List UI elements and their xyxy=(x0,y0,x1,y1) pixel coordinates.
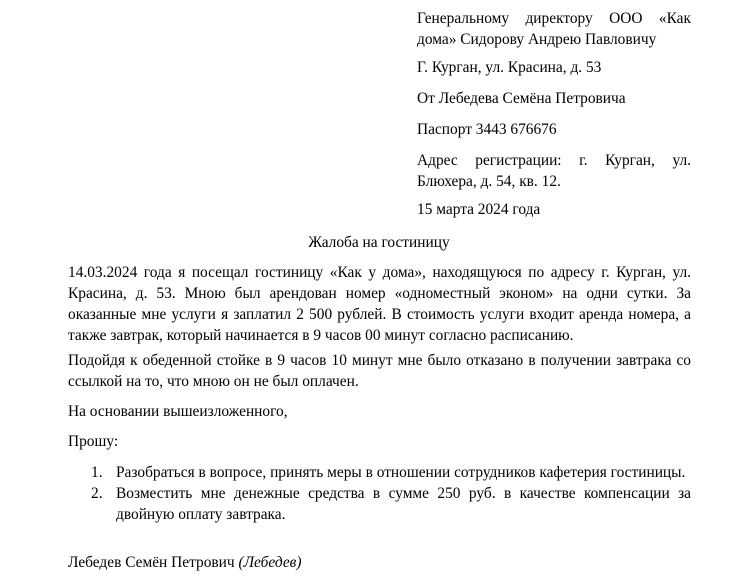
paragraph-refusal: Подойдя к обеденной стойке в 9 часов 10 минут мне было отказано в получении завтрака со ссылкой на то, что мною он не был оплачен. xyxy=(68,352,691,390)
company-address-line: Г. Курган, ул. Красина, д. 53 xyxy=(417,59,602,76)
sender-line: От Лебедева Семёна Петровича xyxy=(417,90,626,107)
paragraph-incident: 14.03.2024 года я посещал гостиницу «Как у дома», находящуюся по адресу г. Курган, ул. Красина, д. 53. Мною был арендован номер «одноместный эконом» на одни сутки. За оказанные мне услуги я заплатил 2 500 рублей. В стоимость услуги входит аренда номера, а также завтрак, который начинается в 9 часов 00 минут согласно расписанию. xyxy=(68,264,691,344)
registration-address-line: Адрес регистрации: г. Курган, ул. Блюхера, д. 54, кв. 12. xyxy=(417,152,691,190)
addressee-line: Генеральному директору ООО «Как дома» Сидорову Андрею Павловичу xyxy=(417,10,691,48)
list-item xyxy=(68,462,691,483)
paragraph-basis: На основании вышеизложенного, xyxy=(68,403,288,420)
list-item xyxy=(68,483,691,525)
list-item-text: Возместить мне денежные средства в сумме 250 руб. в качестве компенсации за двойную оплату завтрака. xyxy=(116,485,691,523)
passport-line: Паспорт 3443 676676 xyxy=(417,121,557,138)
list-item-text: Разобраться в вопросе, принять меры в отношении сотрудников кафетерия гостиницы. xyxy=(116,464,686,481)
signature-name: Лебедев Семён Петрович xyxy=(68,554,235,571)
signature-handwritten: (Лебедев) xyxy=(238,554,302,571)
request-heading: Прошу: xyxy=(68,433,119,450)
list-item-number: 1. xyxy=(91,464,103,481)
document-date: 15 марта 2024 года xyxy=(417,201,541,218)
signature-line xyxy=(68,552,301,573)
list-item-number: 2. xyxy=(91,485,103,502)
document-title: Жалоба на гостиницу xyxy=(308,234,450,251)
request-list xyxy=(68,462,691,525)
